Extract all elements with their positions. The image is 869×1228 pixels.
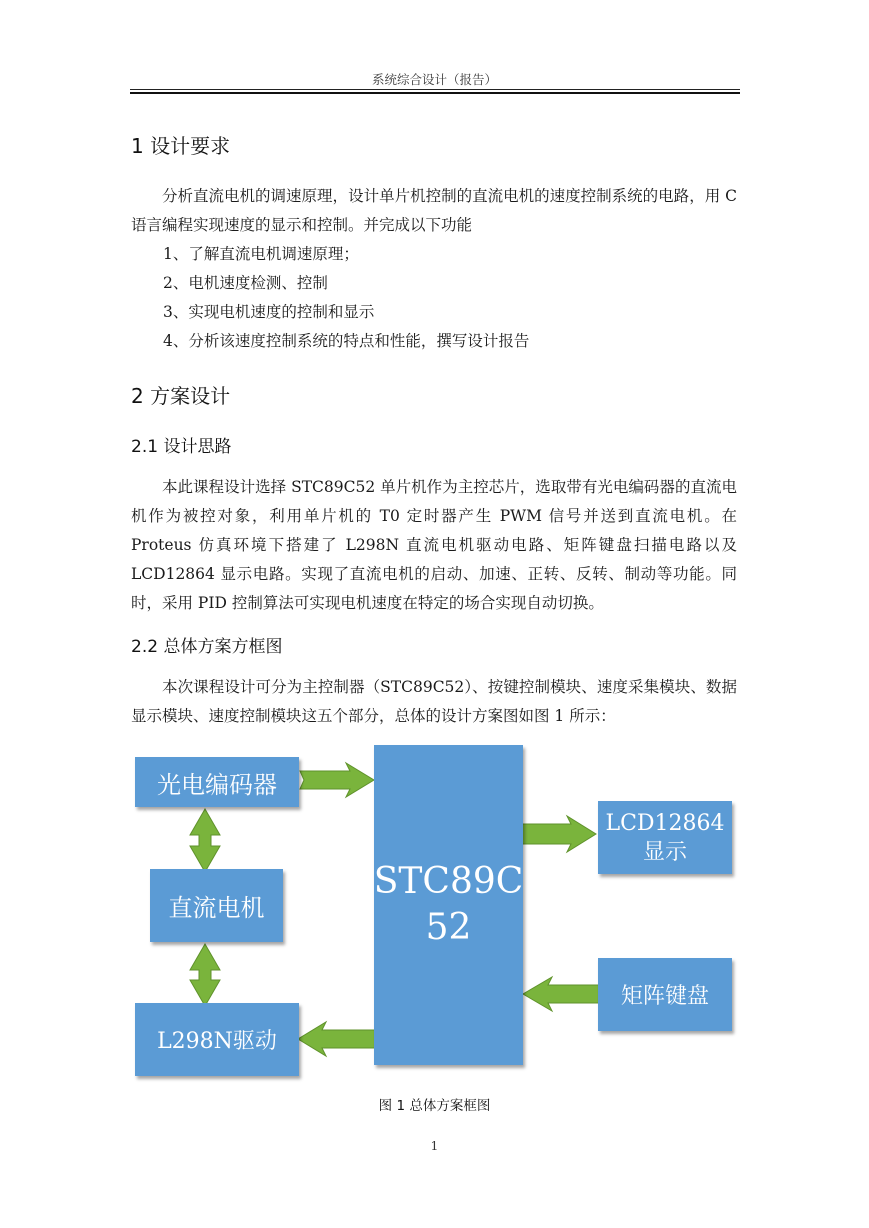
arrow-mcu-to-lcd (514, 816, 596, 852)
header-rule-thick (130, 92, 740, 94)
list-item: 4、分析该速度控制系统的特点和性能，撰写设计报告 (163, 332, 530, 350)
section-2-1-heading: 2.1 设计思路 (131, 437, 232, 457)
driver-block: L298N驱动 (135, 1003, 299, 1076)
keypad-block: 矩阵键盘 (598, 958, 732, 1031)
mcu-label-line2: 52 (425, 907, 472, 948)
arrow-driver-motor (190, 944, 220, 1006)
section-1-intro: 分析直流电机的调速原理，设计单片机控制的直流电机的速度控制系统的电路，用 C 语言编程实现速度的显示和控制。并完成以下功能 (131, 187, 737, 234)
section-2-1-text: 本此课程设计选择 STC89C52 单片机作为主控芯片，选取带有光电编码器的直流电机作为被控对象，利用单片机的 T0 定时器产生 PWM 信号并送到直流电机。在 Proteus 仿真环境下搭建了 L298N 直流电机驱动电路、矩阵键盘扫描电路以及 LCD12864 显示电路。实现了直流电机的启动、加速、正转、反转、制动等功能。同时，采用 PID 控制算法可实现电机速度在特定的场合实现自动切换。 (131, 478, 737, 612)
section-2-heading: 2 方案设计 (131, 384, 231, 408)
list-item: 2、电机速度检测、控制 (163, 274, 328, 292)
page-number: 1 (430, 1139, 439, 1153)
header-rule-thin (130, 89, 740, 90)
list-item: 3、实现电机速度的控制和显示 (163, 303, 375, 321)
motor-block: 直流电机 (150, 869, 283, 942)
section-2-2-heading: 2.2 总体方案方框图 (131, 637, 283, 657)
lcd-block (598, 801, 732, 874)
arrow-mcu-to-driver (298, 1022, 380, 1056)
arrow-encoder-to-mcu (300, 763, 374, 797)
mcu-block (374, 745, 523, 1065)
section-1-heading: 1 设计要求 (131, 134, 231, 158)
block-diagram (128, 740, 740, 1085)
mcu-label-line1: STC89C (373, 861, 524, 902)
section-2-2-text: 本次课程设计可分为主控制器（STC89C52）、按键控制模块、速度采集模块、数据显示模块、速度控制模块这五个部分，总体的设计方案图如图 1 所示： (131, 678, 737, 725)
arrow-motor-encoder (190, 809, 220, 872)
header-title: 系统综合设计（报告） (371, 72, 497, 87)
figure-caption: 图 1 总体方案框图 (378, 1098, 491, 1114)
list-item: 1、了解直流电机调速原理； (163, 245, 359, 263)
encoder-block: 光电编码器 (135, 757, 299, 807)
lcd-label-line1: LCD12864 (605, 810, 725, 836)
lcd-label-line2: 显示 (642, 839, 687, 865)
